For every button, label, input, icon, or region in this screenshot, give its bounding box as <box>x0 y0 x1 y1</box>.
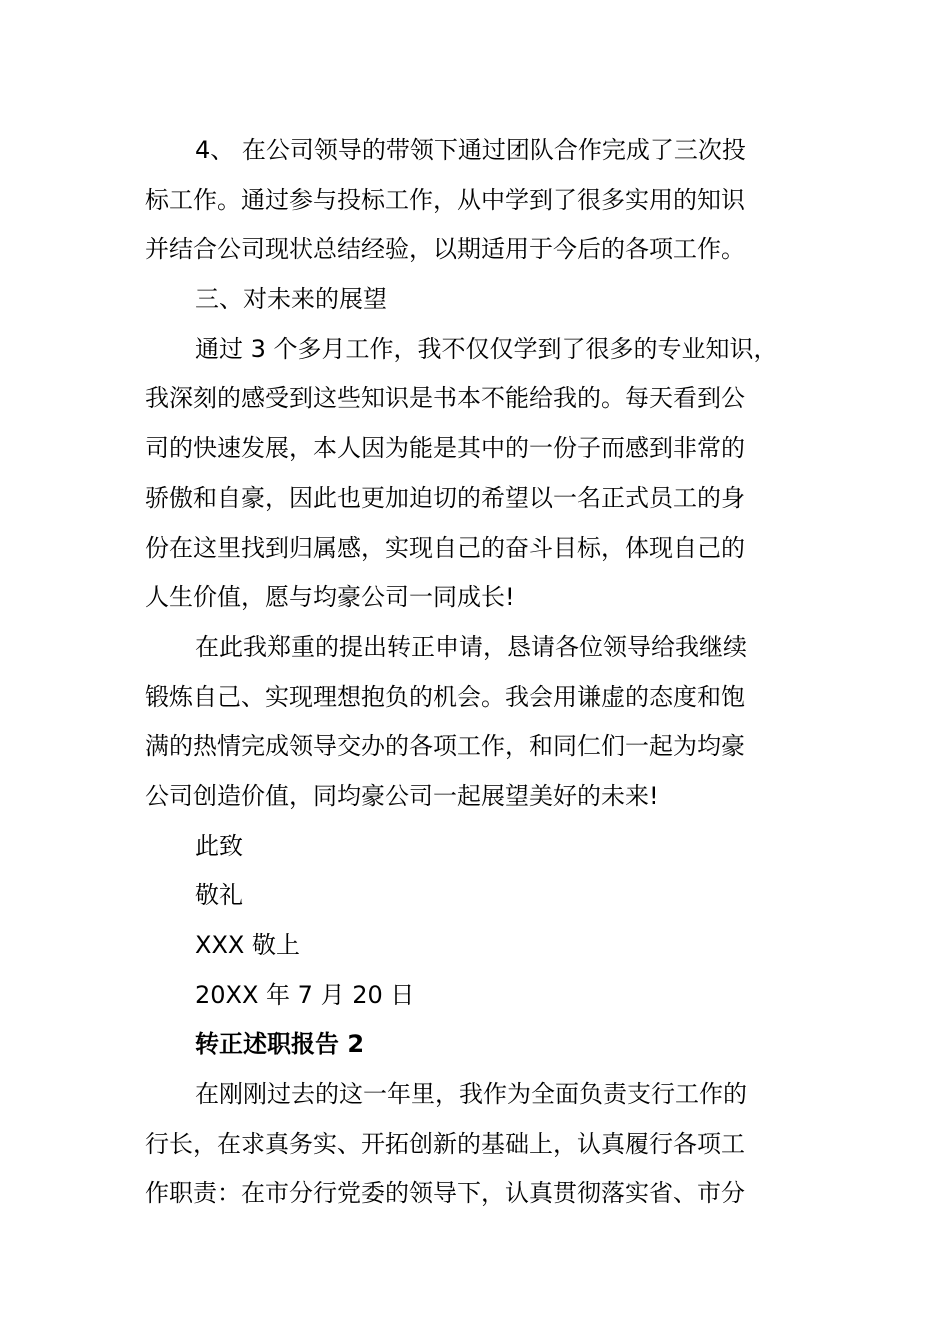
document-body <box>145 126 790 1219</box>
section-heading: 三、对未来的展望 <box>195 285 387 314</box>
paragraph-line: 满的热情完成领导交办的各项工作，和同仁们一起为均豪 <box>145 732 745 761</box>
paragraph-line: 行长，在求真务实、开拓创新的基础上，认真履行各项工 <box>145 1129 745 1158</box>
paragraph-line: 作职责：在市分行党委的领导下，认真贯彻落实省、市分 <box>145 1179 745 1208</box>
paragraph-line: 人生价值，愿与均豪公司一同成长! <box>145 583 515 612</box>
paragraph-line: 在刚刚过去的这一年里，我作为全面负责支行工作的 <box>195 1080 747 1109</box>
paragraph-line: 在此我郑重的提出转正申请，恳请各位领导给我继续 <box>195 632 747 661</box>
paragraph-line: 公司创造价值，同均豪公司一起展望美好的未来! <box>145 781 659 810</box>
report-heading: 转正述职报告 2 <box>195 1030 365 1059</box>
signature: XXX 敬上 <box>195 931 300 959</box>
paragraph-line: 我深刻的感受到这些知识是书本不能给我的。每天看到公 <box>145 384 745 413</box>
paragraph-line: 锻炼自己、实现理想抱负的机会。我会用谦虚的态度和饱 <box>145 682 745 711</box>
paragraph-line: 标工作。通过参与投标工作，从中学到了很多实用的知识 <box>145 185 745 214</box>
paragraph-line: 并结合公司现状总结经验，以期适用于今后的各项工作。 <box>145 235 745 264</box>
paragraph-line: 骄傲和自豪，因此也更加迫切的希望以一名正式员工的身 <box>145 483 745 512</box>
closing-regards: 敬礼 <box>195 881 243 910</box>
paragraph-line: 通过 3 个多月工作，我不仅仅学到了很多的专业知识， <box>195 334 778 363</box>
paragraph-line: 4、 在公司领导的带领下通过团队合作完成了三次投 <box>195 136 746 164</box>
date-line: 20XX 年 7 月 20 日 <box>195 980 415 1009</box>
paragraph-line: 司的快速发展，本人因为能是其中的一份子而感到非常的 <box>145 434 745 463</box>
paragraph-line: 份在这里找到归属感，实现自己的奋斗目标，体现自己的 <box>145 533 745 562</box>
closing-salutation: 此致 <box>195 831 243 860</box>
